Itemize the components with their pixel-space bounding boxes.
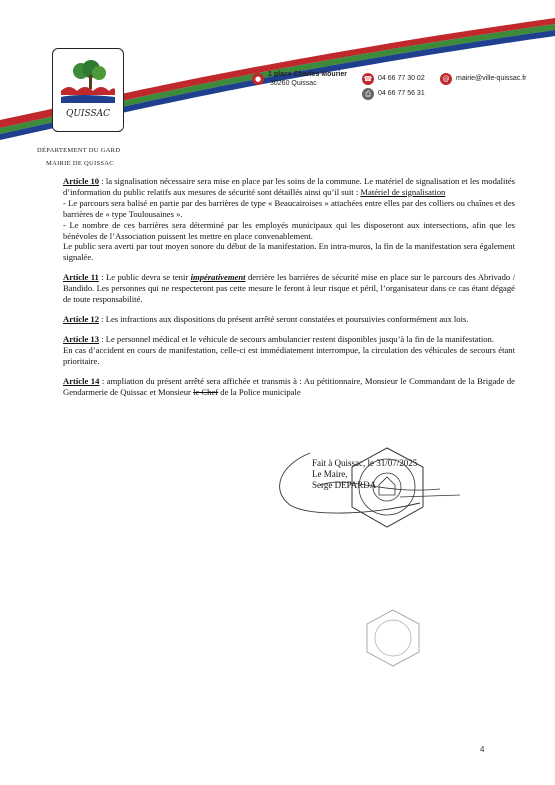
article-10-item1: - Le parcours sera balisé en partie par des barrières de type « Beaucairoises » attachées entre elles par des colliers ou chaînes et des barrières de « type Toulousaines ». [63,197,515,219]
phone-number: 04 66 77 30 02 [378,75,425,82]
article-10 [63,176,515,198]
article-14-text1: : ampliation du présent arrêté sera affichée et transmis à : Au pétitionnaire, Monsieur le Commandant de la Brigade de Gendarmerie de Quissac et Monsieur [63,375,515,397]
article-10-label: Article 10 [63,176,100,186]
fax-icon: ⎙ [362,88,374,100]
page-number: 4 [480,745,485,754]
signature-name: Serge DEPARDA [312,480,377,490]
location-pin-icon: ● [252,73,264,85]
article-12 [63,314,515,325]
article-10-item2: - Le nombre de ces barrières sera déterminé par les employés municipaux qui les disposeront aux intersections, afin que les bénévoles de l’Association puissent les mettre en place convenablement. [63,219,515,241]
article-11-label: Article 11 [63,272,99,283]
phone-icon: ☎ [363,75,373,83]
signature-title: Le Maire, [312,469,348,479]
address-line2: 30260 Quissac [270,80,317,87]
article-14 [63,376,515,398]
article-11-text1: : Le public devra se tenir [98,272,191,283]
mairie-label: MAIRIE DE QUISSAC [46,160,114,167]
article-11 [63,272,515,305]
logo-text: QUISSAC [65,109,111,119]
faint-stamp-icon [363,608,423,668]
article-14-text2: de la Police municipale [218,386,301,397]
article-14-strike: le Chef [193,386,219,397]
signature-place-date: Fait à Quissac, le 31/07/2025 [312,458,418,468]
article-13-text1: : Le personnel médical et le véhicule de secours ambulancier restent disponibles jusqu’à la fin de la manifestation. [99,333,494,344]
article-13-text2: En cas d’accident en cours de manifestation, celle-ci est immédiatement interrompue, la circulation des véhicules de secours étant prioritaire. [63,344,515,366]
article-13-label: Article 13 [63,333,100,344]
article-12-text: : Les infractions aux dispositions du présent arrêté seront constatées et poursuivies conformément aux lois. [99,313,469,324]
town-logo [52,48,124,132]
email-address: mairie@ville-quissac.fr [456,75,527,82]
material-heading: Matériel de signalisation [360,186,446,197]
article-10-item3: Le public sera averti par tout moyen sonore du début de la manifestation. En intra-muros, la fin de la manifestation sera également signalée. [63,241,515,263]
fax-number: 04 66 77 56 31 [378,90,425,97]
article-12-label: Article 12 [63,313,100,324]
article-13 [63,334,515,345]
bridge-tree-logo-icon [59,57,117,105]
official-stamp-icon [345,445,430,530]
article-11-text2: derrière les barrières de sécurité mise en place sur le parcours des Abrivado / Bandido. Les personnes qui ne respecteront pas cette mesure le feront à leur risque et péril, l’organisateur dans ce cas étant dégagé de toute responsabilité. [63,272,515,305]
email-icon: @ [440,73,452,85]
department-label: DÉPARTEMENT DU GARD [37,147,121,154]
article-14-label: Article 14 [63,375,100,386]
article-10-text: : la signalisation nécessaire sera mise en place par les soins de la commune. Le matériel de signalisation et les modalités d’information du public relatifs aux mesures de sécurité sont détaillés ainsi qu’il suit : [63,176,515,197]
address-line1: 1 place Charles Mourier [268,71,347,78]
article-11-emphasis: impérativement [190,272,246,283]
document-body [63,176,515,397]
